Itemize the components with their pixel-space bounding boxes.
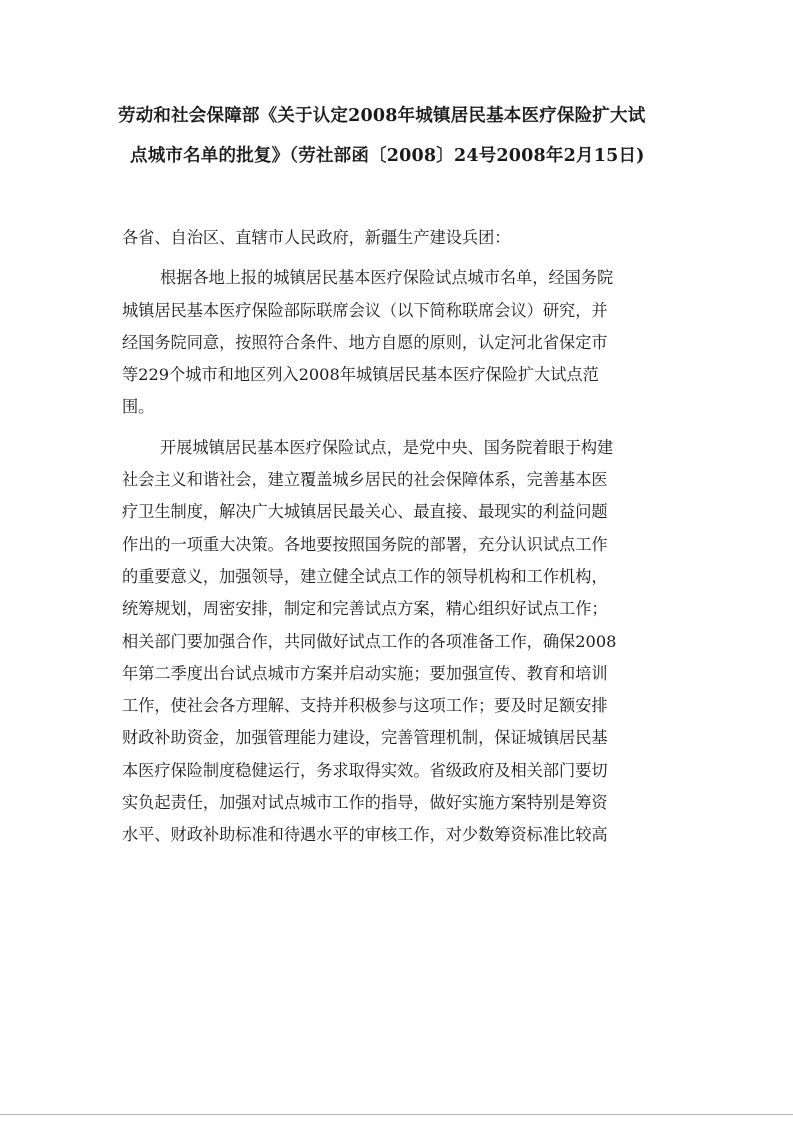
paragraph-1 <box>122 262 678 423</box>
paragraph-line: 相关部门要加强合作，共同做好试点工作的各项准备工作，确保2008 <box>122 631 617 651</box>
title-line: 劳动和社会保障部《关于认定2008年城镇居民基本医疗保险扩大试 <box>118 106 646 126</box>
document-body <box>122 222 678 852</box>
paragraph-line: 财政补助资金，加强管理能力建设，完善管理机制，保证城镇居民基 <box>122 728 608 748</box>
paragraph-line: 统筹规划，周密安排，制定和完善试点方案，精心组织好试点工作； <box>122 599 608 619</box>
paragraph-line: 等229个城市和地区列入2008年城镇居民基本医疗保险扩大试点范 <box>122 365 599 385</box>
title-line: 点城市名单的批复》（劳社部函〔2008〕24号2008年2月15日) <box>130 146 645 166</box>
paragraph-line: 开展城镇居民基本医疗保险试点，是党中央、国务院着眼于构建 <box>160 437 614 457</box>
paragraph-line: 疗卫生制度，解决广大城镇居民最关心、最直接、最现实的利益问题 <box>122 502 608 522</box>
paragraph-line: 的重要意义，加强领导，建立健全试点工作的领导机构和工作机构， <box>122 566 608 586</box>
paragraph-line: 年第二季度出台试点城市方案并启动实施；要加强宣传、教育和培训 <box>122 663 608 683</box>
paragraph-line: 水平、财政补助标准和待遇水平的审核工作，对少数筹资标准比较高 <box>122 825 608 845</box>
paragraph-line: 根据各地上报的城镇居民基本医疗保险试点城市名单，经国务院 <box>160 268 614 288</box>
salutation: 各省、自治区、直辖市人民政府，新疆生产建设兵团： <box>122 228 511 247</box>
document-title <box>118 96 682 176</box>
paragraph-line: 经国务院同意，按照符合条件、地方自愿的原则，认定河北省保定市 <box>122 332 608 352</box>
paragraph-line: 本医疗保险制度稳健运行，务求取得实效。省级政府及相关部门要切 <box>122 760 608 780</box>
paragraph-line: 实负起责任，加强对试点城市工作的指导，做好实施方案特别是筹资 <box>122 793 608 813</box>
paragraph-line: 工作，使社会各方理解、支持并积极参与这项工作；要及时足额安排 <box>122 696 608 716</box>
paragraph-line: 城镇居民基本医疗保险部际联席会议（以下简称联席会议）研究，并 <box>122 300 608 320</box>
paragraph-line: 社会主义和谐社会，建立覆盖城乡居民的社会保障体系，完善基本医 <box>122 470 608 490</box>
paragraph-line: 作出的一项重大决策。各地要按照国务院的部署，充分认识试点工作 <box>122 534 608 554</box>
paragraph-line: 围。 <box>122 397 155 417</box>
paragraph-2 <box>122 432 678 852</box>
page-bottom-divider <box>0 1114 793 1115</box>
